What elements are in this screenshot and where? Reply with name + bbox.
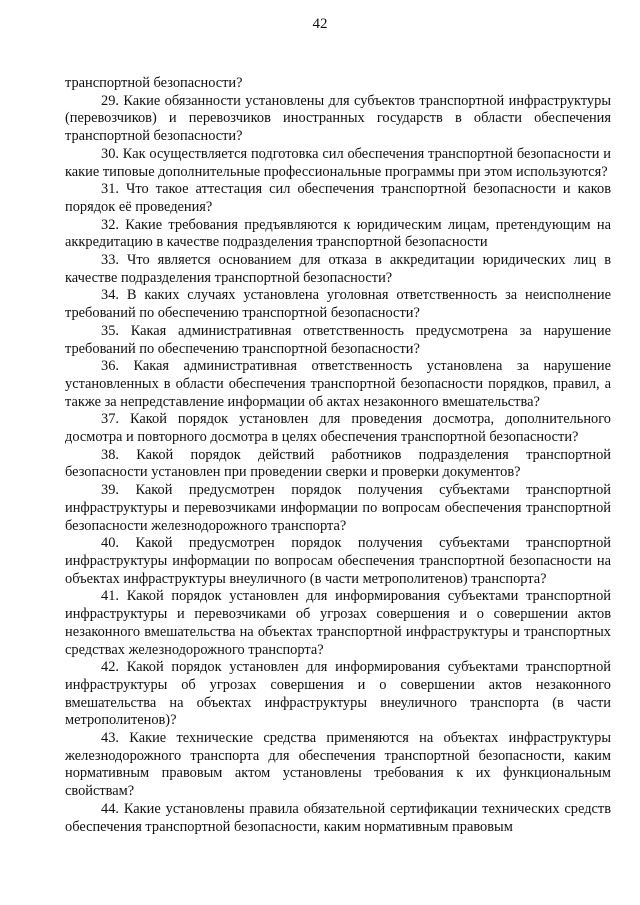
question-44: 44. Какие установлены правила обязательной сертификации технических средств обеспечения транспортной безопасности, каким нормативным правовым <box>65 800 611 835</box>
question-35: 35. Какая административная ответственность предусмотрена за нарушение требований по обеспечению транспортной безопасности? <box>65 322 611 357</box>
question-36: 36. Какая административная ответственность установлена за нарушение установленных в области обеспечения транспортной безопасности порядков, правил, а также за непредставление информации об актах незаконного вмешательства? <box>65 358 611 410</box>
question-34: 34. В каких случаях установлена уголовная ответственность за неисполнение требований по обеспечению транспортной безопасности? <box>65 287 611 322</box>
page-number: 42 <box>312 16 328 32</box>
question-32: 32. Какие требования предъявляются к юридическим лицам, претендующим на аккредитацию в качестве подразделения транспортной безопасности <box>65 216 611 251</box>
question-38: 38. Какой порядок действий работников подразделения транспортной безопасности установлен при проведении сверки и проверки документов? <box>65 446 611 481</box>
question-30: 30. Как осуществляется подготовка сил обеспечения транспортной безопасности и какие типовые дополнительные профессиональные программы при этом используются? <box>65 145 611 180</box>
question-42: 42. Какой порядок установлен для информирования субъектами транспортной инфраструктуры об угрозах совершения и о совершении актов незаконного вмешательства на объектах инфраструктуры внеуличного транспорта (в части метрополитенов)? <box>65 659 611 729</box>
question-41: 41. Какой порядок установлен для информирования субъектами транспортной инфраструктуры и перевозчиками об угрозах совершения и о совершении актов незаконного вмешательства на объектах транспортной инфраструктуры и транспортных средствах железнодорожного транспорта? <box>65 588 611 658</box>
question-43: 43. Какие технические средства применяются на объектах инфраструктуры железнодорожного транспорта для обеспечения транспортной безопасности, каким нормативным правовым актом установлены требования к их функциональным свойствам? <box>65 730 611 800</box>
question-31: 31. Что такое аттестация сил обеспечения транспортной безопасности и каков порядок её проведения? <box>65 181 611 215</box>
question-29: 29. Какие обязанности установлены для субъектов транспортной инфраструктуры (перевозчиков) и перевозчиков иностранных государств в области обеспечения транспортной безопасности? <box>65 92 611 145</box>
continuation-paragraph: транспортной безопасности? <box>65 75 243 91</box>
question-40: 40. Какой предусмотрен порядок получения субъектами транспортной инфраструктуры информации по вопросам обеспечения транспортной безопасности на объектах инфраструктуры внеуличного (в части метрополитенов) транспорта? <box>65 535 611 587</box>
question-33: 33. Что является основанием для отказа в аккредитации юридических лиц в качестве подразделения транспортной безопасности? <box>65 252 611 286</box>
question-list <box>65 75 611 836</box>
question-39: 39. Какой предусмотрен порядок получения субъектами транспортной инфраструктуры и перевозчиками информации по вопросам обеспечения транспортной безопасности железнодорожного транспорта? <box>65 482 611 534</box>
question-37: 37. Какой порядок установлен для проведения досмотра, дополнительного досмотра и повторного досмотра в целях обеспечения транспортной безопасности? <box>65 411 611 446</box>
